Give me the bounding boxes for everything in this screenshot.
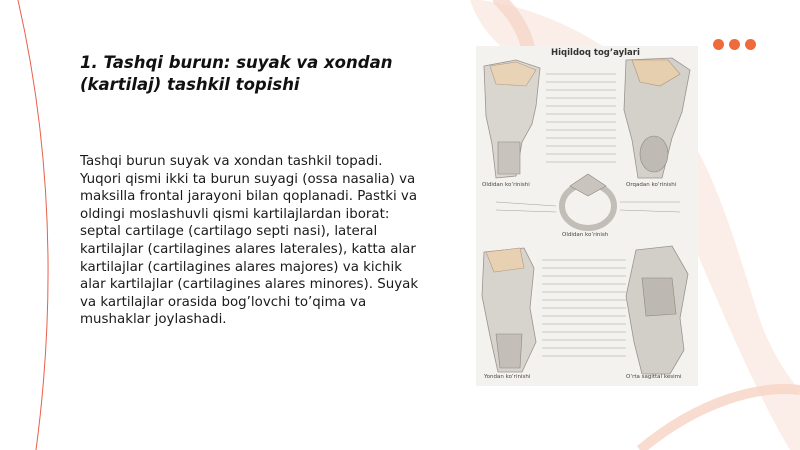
left-curve-line — [18, 0, 48, 450]
decorative-dots — [713, 39, 757, 51]
top-view-label: Oldidan ko’rinish — [562, 232, 609, 238]
back-view-label: Orqadan ko’rinishi — [626, 182, 677, 188]
figure-title: Hiqildoq tog’aylari — [551, 48, 640, 58]
front-view-label: Oldidan ko’rinishi — [482, 182, 530, 188]
slide-title: 1. Tashqi burun: suyak va xondan (kartilaj) tashkil topishi — [80, 53, 393, 94]
dot-icon — [745, 39, 756, 50]
midsection-label: O’rta sagittal kesimi — [626, 374, 682, 380]
side-view-label: Yondan ko’rinishi — [484, 374, 531, 380]
anatomy-drawing — [476, 46, 698, 386]
dot-icon — [729, 39, 740, 50]
larynx-cartilage-illustration — [476, 46, 698, 386]
slide-body-text: Tashqi burun suyak va xondan tashkil topadi. Yuqori qismi ikki ta burun suyagi (ossa nasalia) va maksilla frontal jarayoni bilan qoplanadi. Pastki va oldingi moslashuvli qismi kartilajlardan iborat: septal cartilage (cartilago septi nasi), lateral kartilajlar (cartilagines alares laterales), katta alar kartilajlar (cartilagines alares majores) va kichik alar kartilajlar (cartilagines alares minores). Suyak va kartilajlar orasida bog’lovchi to’qima va mushaklar joylashadi. — [80, 154, 419, 328]
dot-icon — [713, 39, 724, 50]
